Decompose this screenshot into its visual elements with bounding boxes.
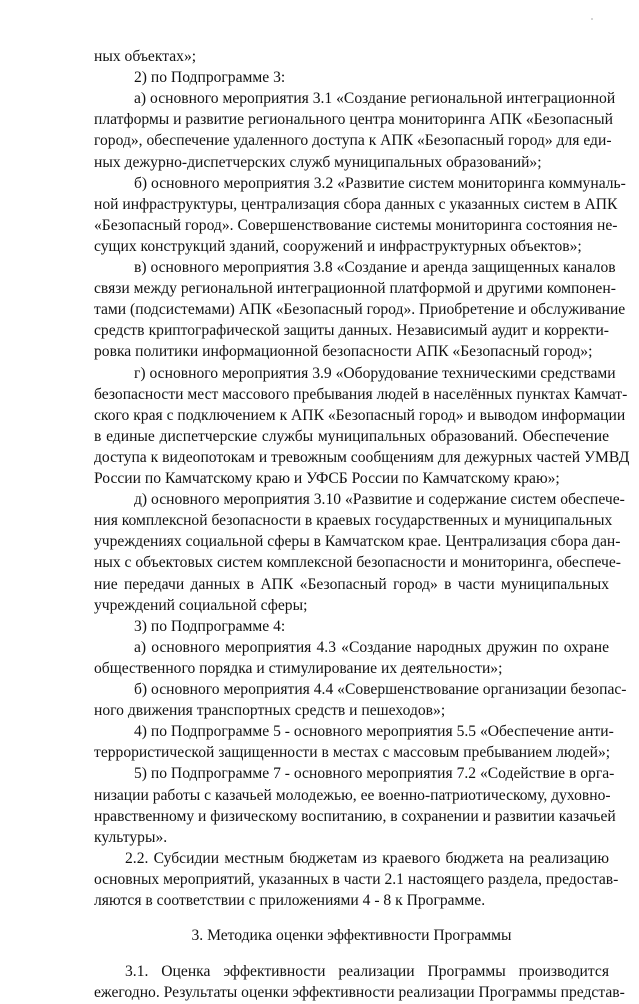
text-line: ние передачи данных в АПК «Безопасный город» в части муниципальных — [94, 575, 609, 593]
text-line: ных объектах»; — [94, 48, 197, 65]
text-line: нравственному и физическому воспитанию, в сохранении и развитии казачьей — [94, 807, 616, 825]
text-line: ния комплексной безопасности в краевых государственных и муниципальных — [94, 512, 613, 530]
text-line: г) основного мероприятия 3.9 «Оборудование техническими средствами — [134, 364, 616, 382]
text-line: ной инфраструктуры, централизация сбора данных с указанных систем в АПК — [94, 195, 618, 213]
text-line: ного движения транспортных средств и пешеходов»; — [94, 702, 446, 720]
text-line: учреждений социальной сферы; — [94, 596, 308, 614]
text-line: культуры». — [94, 828, 168, 846]
text-line: ляются в соответствии с приложениями 4 - 8 к Программе. — [94, 892, 486, 909]
text-line: ского края с подключением к АПК «Безопасный город» и выводом информации — [94, 406, 626, 424]
text-line: город», обеспечение удаленного доступа к АПК «Безопасный город» для еди- — [94, 132, 612, 150]
text-line: д) основного мероприятия 3.10 «Развитие и содержание систем обеспече- — [134, 491, 625, 509]
text-line: 4) по Подпрограмме 5 - основного мероприятия 5.5 «Обеспечение анти- — [134, 723, 614, 741]
text-line: низации работы с казачьей молодежью, ее военно-патриотическому, духовно- — [94, 786, 611, 804]
text-line: платформы и развитие регионального центра мониторинга АПК «Безопасный — [94, 111, 613, 129]
text-line: б) основного мероприятия 4.4 «Совершенствование организации безопас- — [134, 681, 627, 698]
text-line: ных дежурно-диспетчерских служб муниципальных образований»; — [94, 153, 542, 171]
text-line: безопасности мест массового пребывания людей в населённых пунктах Камчат- — [94, 385, 628, 403]
text-line: 2.2. Субсидии местным бюджетам из краевого бюджета на реализацию — [125, 849, 609, 867]
text-line: сущих конструкций зданий, сооружений и инфраструктурных объектов»; — [94, 237, 582, 255]
text-line: средств криптографической защиты данных. Независимый аудит и корректи- — [94, 322, 609, 340]
text-line: а) основного мероприятия 4.3 «Создание народных дружин по охране — [134, 638, 609, 656]
text-line: ных с объектовых систем комплексной безопасности и мониторинга, обеспече- — [94, 554, 621, 572]
text-line: террористической защищенности в местах с массовым пребыванием людей»; — [94, 744, 611, 762]
text-line: ровка политики информационной безопасности АПК «Безопасный город»; — [94, 343, 593, 361]
text-line: «Безопасный город». Совершенствование системы мониторинга состояния не- — [94, 216, 618, 234]
text-line: 3.1. Оценка эффективности реализации Программы производится — [125, 963, 609, 981]
section-heading: 3. Методика оценки эффективности Программы — [191, 927, 512, 945]
text-line: России по Камчатскому краю и УФСБ России по Камчатскому краю»; — [94, 470, 560, 487]
text-line: в единые диспетчерские службы муниципальных образований. Обеспечение — [94, 427, 609, 445]
text-line: учреждениях социальной сферы в Камчатском крае. Централизация сбора дан- — [94, 533, 621, 551]
scan-speck — [591, 18, 593, 20]
text-line: в) основного мероприятия 3.8 «Создание и аренда защищенных каналов — [134, 259, 616, 276]
text-line: общественного порядка и стимулирование их деятельности»; — [94, 659, 503, 677]
text-line: доступа к видеопотокам и тревожным сообщениям для дежурных частей УМВД — [94, 448, 630, 466]
text-line: связи между региональной интеграционной платформой и другими компонен- — [94, 280, 616, 298]
text-line: 2) по Подпрограмме 3: — [134, 69, 286, 87]
text-line: а) основного мероприятия 3.1 «Создание региональной интеграционной — [134, 90, 616, 108]
text-line: 5) по Подпрограмме 7 - основного мероприятия 7.2 «Содействие в орга- — [134, 765, 615, 783]
text-line: основных мероприятий, указанных в части 2.1 настоящего раздела, предостав- — [94, 870, 619, 888]
text-line: 3) по Подпрограмме 4: — [134, 617, 286, 635]
text-line: ежегодно. Результаты оценки эффективности реализации Программы представ- — [94, 984, 625, 1002]
text-line: тами (подсистемами) АПК «Безопасный город». Приобретение и обслуживание — [94, 301, 626, 319]
text-line: б) основного мероприятия 3.2 «Развитие систем мониторинга коммуналь- — [134, 174, 626, 192]
